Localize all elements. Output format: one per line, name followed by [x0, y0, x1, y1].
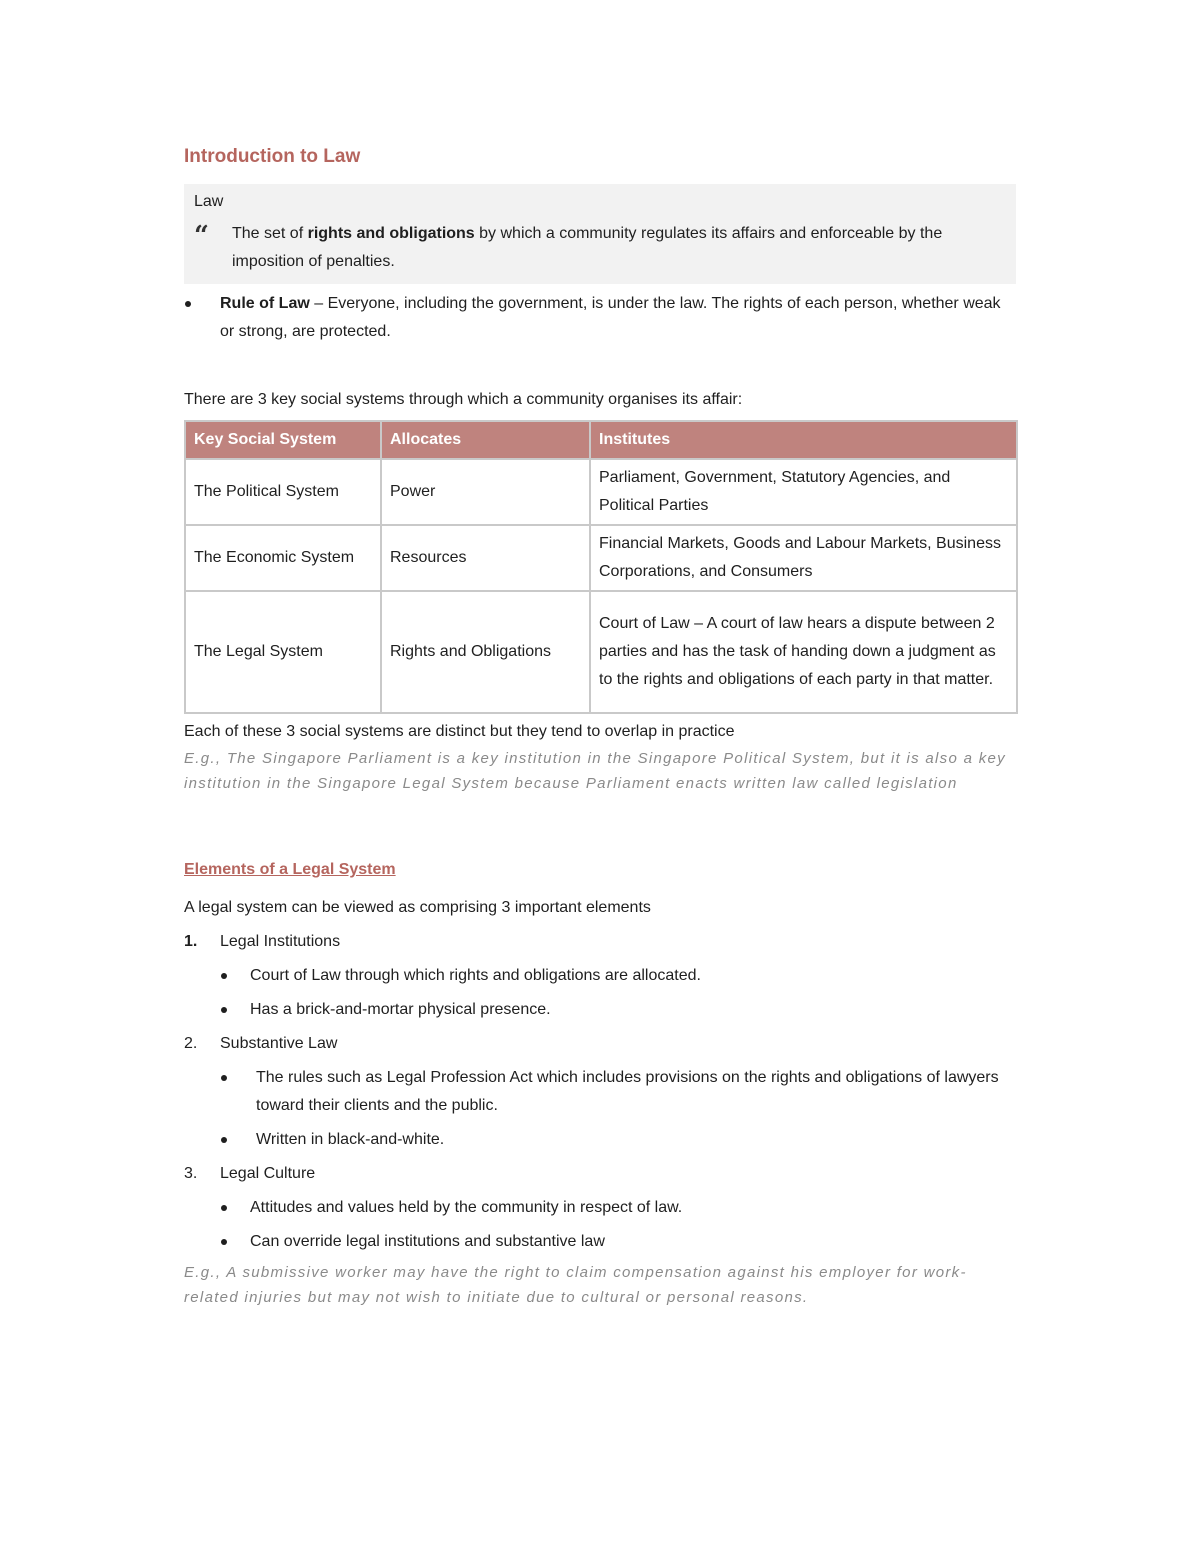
sub-bullet-text: The rules such as Legal Profession Act which includes provisions on the rights and obligations of lawyers toward their clients and the public.	[256, 1069, 999, 1114]
table-cell: Parliament, Government, Statutory Agencies, and Political Parties	[590, 459, 1017, 525]
table-header-cell: Key Social System	[185, 421, 381, 459]
page-title: Introduction to Law	[184, 146, 361, 167]
table-header-cell: Allocates	[381, 421, 590, 459]
sub-bullet	[220, 996, 1016, 1024]
table-cell: The Economic System	[185, 525, 381, 591]
bullet-icon	[220, 1064, 256, 1092]
rule-of-law-bullet	[184, 290, 1016, 346]
bullet-icon	[220, 962, 250, 990]
rule-of-law-term: Rule of Law	[220, 295, 310, 312]
sub-bullet-text: Has a brick-and-mortar physical presence.	[250, 1001, 551, 1018]
document-page	[184, 140, 1016, 1310]
table-row	[185, 459, 1017, 525]
list-item-title: Substantive Law	[220, 1035, 338, 1052]
bullet-icon	[184, 290, 220, 318]
callout-text	[232, 220, 1006, 276]
table-row	[185, 525, 1017, 591]
definition-callout	[184, 184, 1016, 284]
table-cell: Rights and Obligations	[381, 591, 590, 713]
quote-icon: “	[194, 221, 209, 251]
sub-bullet	[220, 1228, 1016, 1256]
overlap-sentence: Each of these 3 social systems are distinct but they tend to overlap in practice	[184, 723, 735, 740]
callout-text-post: by which a community regulates its affairs and enforceable by the imposition of penalties.	[232, 225, 943, 270]
callout-text-pre: The set of	[232, 225, 308, 242]
callout-title: Law	[194, 193, 224, 210]
sub-bullet	[220, 1126, 1016, 1154]
list-item	[184, 1160, 1016, 1188]
example-note: E.g., The Singapore Parliament is a key institution in the Singapore Political System, but it is also a key institution in the Singapore Legal System because Parliament enacts written law called legislation	[184, 750, 1006, 792]
table-row	[185, 591, 1017, 713]
sub-bullet	[220, 1194, 1016, 1222]
table-cell: Resources	[381, 525, 590, 591]
table-cell: Court of Law – A court of law hears a dispute between 2 parties and has the task of handing down a judgment as to the rights and obligations of each party in that matter.	[590, 591, 1017, 713]
list-number: 3.	[184, 1165, 198, 1182]
systems-intro: There are 3 key social systems through which a community organises its affair:	[184, 391, 743, 408]
sub-bullet	[220, 962, 1016, 990]
sub-bullet-text: Court of Law through which rights and obligations are allocated.	[250, 967, 701, 984]
bullet-icon	[220, 996, 250, 1024]
callout-body	[194, 220, 1006, 276]
rule-of-law-text	[220, 290, 1016, 346]
table-cell: Financial Markets, Goods and Labour Markets, Business Corporations, and Consumers	[590, 525, 1017, 591]
rule-of-law-desc: – Everyone, including the government, is under the law. The rights of each person, whether weak or strong, are protected.	[220, 295, 1001, 340]
bullet-icon	[220, 1126, 256, 1154]
elements-intro: A legal system can be viewed as comprising 3 important elements	[184, 899, 651, 916]
example-note: E.g., A submissive worker may have the right to claim compensation against his employer for work-related injuries but may not wish to initiate due to cultural or personal reasons.	[184, 1264, 967, 1306]
social-systems-table	[184, 420, 1018, 714]
table-cell: Power	[381, 459, 590, 525]
list-item	[184, 928, 1016, 956]
sub-bullet-text: Written in black-and-white.	[256, 1131, 445, 1148]
list-number: 1.	[184, 933, 198, 950]
list-item-title: Legal Culture	[220, 1165, 316, 1182]
bullet-icon	[220, 1228, 250, 1256]
list-item-title: Legal Institutions	[220, 933, 341, 950]
section-heading: Elements of a Legal System	[184, 861, 396, 878]
table-cell: The Political System	[185, 459, 381, 525]
table-cell: The Legal System	[185, 591, 381, 713]
callout-text-bold: rights and obligations	[307, 225, 475, 242]
sub-bullet-text: Attitudes and values held by the community in respect of law.	[250, 1199, 683, 1216]
sub-bullet	[220, 1064, 1016, 1120]
list-number: 2.	[184, 1035, 198, 1052]
table-header-cell: Institutes	[590, 421, 1017, 459]
list-item	[184, 1030, 1016, 1058]
table-header-row	[185, 421, 1017, 459]
bullet-icon	[220, 1194, 250, 1222]
sub-bullet-text: Can override legal institutions and substantive law	[250, 1233, 605, 1250]
